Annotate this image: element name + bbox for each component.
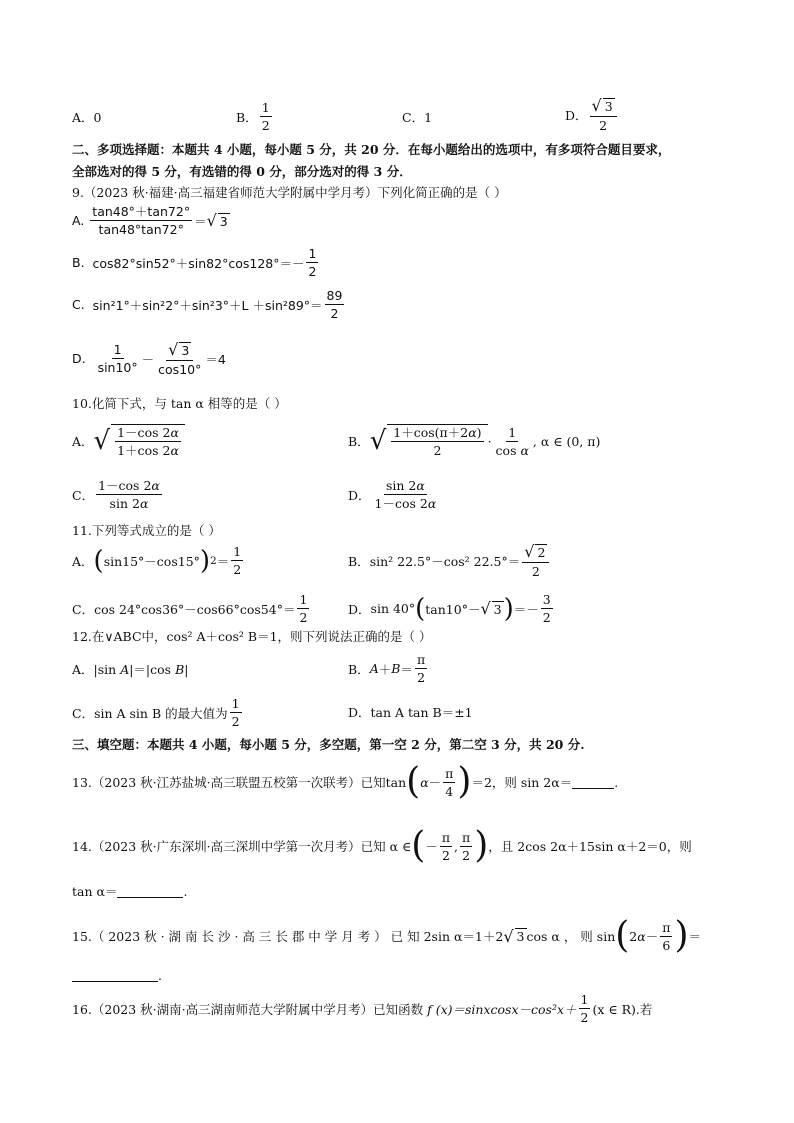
q12-b-frac: $\frac{\pi}{2}$ bbox=[416, 652, 426, 685]
q12-option-b: B． A ＋ B ＝ $\frac{\pi}{2}$ bbox=[348, 652, 426, 685]
q10-a-frac: $\frac{1-\cos 2\alpha}{1+\cos 2\alpha}$ bbox=[117, 425, 179, 458]
q9-b-text: cos82°sin52°＋sin82°cos128°＝－ bbox=[92, 255, 305, 271]
q8-option-a-text: A．0 bbox=[72, 110, 102, 125]
section2-line2: 全部选对的得 5 分，有选错的得 0 分，部分选对的得 3 分． bbox=[72, 164, 412, 179]
q13-answer-blank[interactable] bbox=[572, 776, 614, 789]
q10-option-c: C． $\frac{1-\cos 2\alpha}{\sin 2\alpha}$ bbox=[72, 478, 160, 511]
q9-a-fraction: $\frac{\tan 48^\circ+\tan 72^\circ}{\tan 48^\circ\tan 72^\circ}$ bbox=[92, 204, 191, 237]
fraction-sqrt3-2: $\frac{√ 3}{2}$ bbox=[590, 96, 617, 133]
q14-line2-text: tan α＝ bbox=[72, 884, 118, 899]
q10-b-frac2: $\frac{1}{\text{cos α}}$ bbox=[495, 424, 529, 458]
q10-d-frac: $\frac{\sin 2\alpha}{1-\cos 2\alpha}$ bbox=[374, 478, 437, 511]
q15-prefix: 15.（ 2023 秋 · 湖 南 长 沙 · 高 三 长 郡 中 学 月 考 ） 已 知 2sin α＝1＋2 bbox=[72, 929, 504, 944]
q8-option-c bbox=[402, 108, 432, 126]
q9-option-b bbox=[72, 246, 320, 279]
fraction-1-2: $\frac{1}{2}$ bbox=[299, 592, 308, 625]
fraction-1-2: $\frac{1}{2}$ bbox=[580, 992, 589, 1025]
q16-tail: (x ∈ R).若 bbox=[592, 1001, 653, 1017]
q14-prefix: 14.（2023 秋·广东深圳·高三深圳中学第一次月考）已知 α ∈ bbox=[72, 839, 412, 854]
q8-option-b-label: B． bbox=[236, 109, 258, 125]
q15-mid: cos α ， 则 sin bbox=[526, 929, 616, 944]
q14-line1: 14.（2023 秋·广东深圳·高三深圳中学第一次月考）已知 α ∈ ( － $\frac{\pi}{2}$ , $\frac{\pi}{2}$ ) ，且 2cos 2α＋15sin α＋2＝0，则 bbox=[72, 825, 692, 866]
q12-option-d: D．tan A tan B＝±1 bbox=[348, 705, 473, 720]
q8-option-c-text: C．1 bbox=[402, 110, 433, 125]
q14-line2: tan α＝ . bbox=[72, 883, 188, 899]
q9-d-frac1: $\frac{1}{\sin 10^\circ}$ bbox=[97, 342, 138, 376]
q9-option-c bbox=[72, 288, 346, 321]
q8-option-b bbox=[236, 100, 274, 133]
q13-line: 13.（2023 秋·江苏盐城·高三联盟五校第一次联考）已知 tan ( α － $\frac{\pi}{4}$ ) ＝2 ，则 sin 2α＝ . bbox=[72, 761, 619, 802]
fraction-89-2: $\frac{89}{2}$ bbox=[326, 288, 343, 321]
q11-option-d: D． sin 40° ( tan10°－ √ 3 ) ＝－ $\frac{3}{2}$ bbox=[348, 592, 551, 625]
q15-line2: . bbox=[72, 968, 162, 983]
q9-c-label: C. bbox=[72, 297, 85, 312]
q9-d-label: D. bbox=[72, 351, 86, 367]
q9-a-label: A. bbox=[72, 213, 85, 228]
q9-option-a: A. $\frac{\tan 48^\circ+\tan 72^\circ}{\tan 48^\circ\tan 72^\circ}$ ＝ √ 3 bbox=[72, 204, 228, 237]
q10-b-tail: , α ∈ (0, π) bbox=[532, 433, 601, 449]
fraction-1-2: $\frac{1}{2}$ bbox=[233, 544, 242, 577]
q13-prefix: 13.（2023 秋·江苏盐城·高三联盟五校第一次联考）已知 bbox=[72, 775, 386, 790]
q9-option-d: D. $\frac{1}{\sin 10^\circ}$ － $\frac{√ 3}{\cos 10^\circ}$ ＝4 bbox=[72, 340, 226, 378]
q12-stem: 12.在∨ABC中，cos² A＋cos² B＝1，则下列说法正确的是（ ） bbox=[72, 629, 432, 644]
q9-stem: 9.（2023 秋·福建·高三福建省师范大学附属中学月考）下列化简正确的是（ ） bbox=[72, 185, 507, 200]
q16-func: f (x)＝sinxcosx－cos²x＋ bbox=[427, 1001, 577, 1017]
q13-suffix: ，则 sin 2α＝ bbox=[491, 775, 573, 790]
q10-c-frac: $\frac{1-\cos 2\alpha}{\sin 2\alpha}$ bbox=[98, 478, 160, 511]
fraction-1-2: $\frac{1}{2}$ bbox=[261, 100, 270, 133]
q15-frac: $\frac{\pi}{6}$ bbox=[662, 919, 671, 953]
q15-answer-blank[interactable] bbox=[72, 969, 158, 982]
q8-option-d-label: D． bbox=[565, 107, 588, 123]
q10-stem: 10.化简下式，与 tan α 相等的是（ ） bbox=[72, 396, 287, 411]
q11-option-a: A． ( sin15°－cos15° ) 2 ＝ $\frac{1}{2}$ bbox=[72, 544, 242, 577]
q10-option-a: A． √ $\frac{1-\cos 2\alpha}{1+\cos 2\alpha}$ bbox=[72, 424, 185, 458]
section2-line1: 二、多项选择题：本题共 4 小题，每小题 5 分，共 20 分．在每小题给出的选项中，有多项符合题目要求， bbox=[72, 142, 671, 157]
q11-option-b: B． sin² 22.5°－cos² 22.5°＝ $\frac{√ 2}{2}$ bbox=[348, 542, 551, 579]
q14-suffix: ，且 2cos 2α＋15sin α＋2＝0，则 bbox=[488, 839, 692, 854]
fraction-1-2: $\frac{1}{2}$ bbox=[308, 246, 317, 279]
q12-option-a: A． |sin A|＝|cos B| bbox=[72, 662, 189, 677]
q9-b-label: B. bbox=[72, 255, 85, 270]
q14-frac1: $\frac{\pi}{2}$ bbox=[441, 829, 451, 863]
q10-b-frac1: $\frac{1+\cos(\pi+2\alpha)}{2}$ bbox=[393, 425, 482, 458]
q8-option-a bbox=[72, 108, 101, 126]
q14-answer-blank[interactable] bbox=[117, 885, 183, 898]
q14-frac2: $\frac{\pi}{2}$ bbox=[462, 829, 471, 863]
fraction-1-2: $\frac{1}{2}$ bbox=[231, 696, 240, 729]
q8-option-d bbox=[565, 96, 619, 133]
q9-d-frac2: $\frac{√ 3}{\cos 10^\circ}$ bbox=[158, 340, 202, 378]
section3-heading: 三、填空题：本题共 4 小题，每小题 5 分，多空题，第一空 2 分，第二空 3 分，共 20 分. bbox=[72, 737, 585, 752]
q10-option-b: B． √ $\frac{1+\cos(\pi+2\alpha)}{2}$ · $\frac{1}{\text{cos α}}$ , α ∈ (0, π) bbox=[348, 424, 601, 458]
q15-line1: 15.（ 2023 秋 · 湖 南 长 沙 · 高 三 长 郡 中 学 月 考 ） 已 知 2sin α＝1＋2 √ 3 cos α ， 则 sin ( 2α－ $\frac{\pi}{6}$ ) ＝ bbox=[72, 915, 701, 956]
q11-b-frac: $\frac{√ 2}{2}$ bbox=[522, 542, 549, 579]
q11-stem: 11.下列等式成立的是（ ） bbox=[72, 523, 221, 538]
q10-option-d: D． $\frac{\sin 2\alpha}{1-\cos 2\alpha}$ bbox=[348, 478, 437, 511]
q12-c-text: C．sin A sin B 的最大值为 bbox=[72, 705, 228, 721]
q11-d-frac: $\frac{3}{2}$ bbox=[542, 592, 551, 625]
q9-c-text: sin²1°＋sin²2°＋sin²3°＋L ＋sin²89°＝ bbox=[92, 297, 323, 313]
q13-frac: $\frac{\pi}{4}$ bbox=[445, 765, 454, 799]
q16-line bbox=[72, 992, 652, 1025]
q16-prefix: 16.（2023 秋·湖南·高三湖南师范大学附属中学月考）已知函数 bbox=[72, 1001, 424, 1017]
q11-option-c: C． cos 24°cos36°－cos66°cos54°＝ $\frac{1}{2}$ bbox=[72, 592, 308, 625]
q12-option-c bbox=[72, 696, 244, 729]
